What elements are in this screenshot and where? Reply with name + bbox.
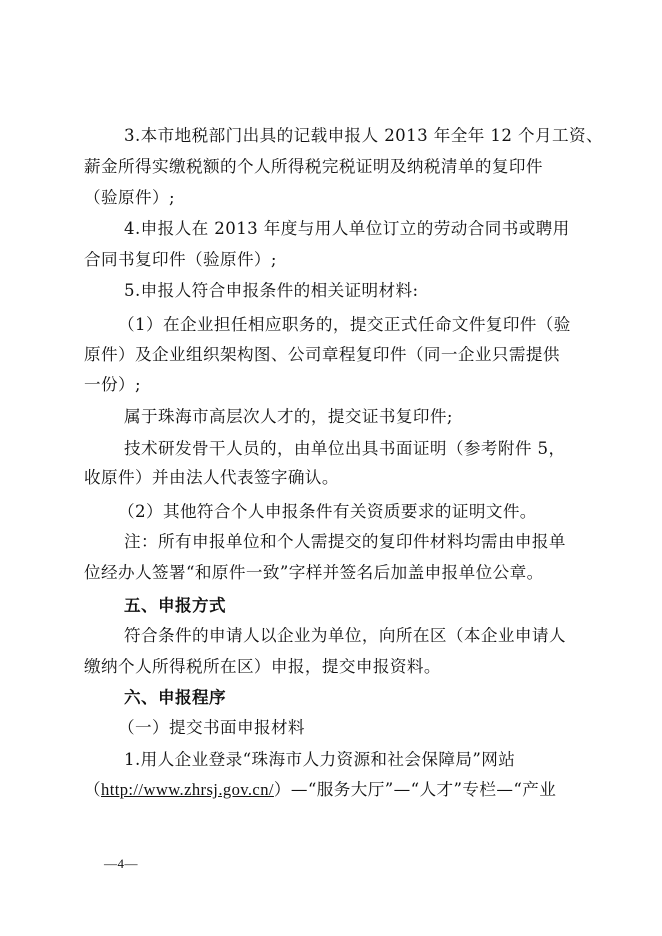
paragraph-line-13: （2）其他符合个人申报条件有关资质要求的证明文件。 [118, 502, 537, 521]
paragraph-line-8: 原件）及企业组织架构图、公司章程复印件（同一企业只需提供 [84, 345, 560, 364]
paragraph-line-10: 属于珠海市高层次人才的，提交证书复印件; [124, 407, 453, 426]
line-continuation: ）—“服务大厅”—“人才”专栏—“产业 [273, 780, 557, 799]
open-paren: （ [84, 780, 101, 799]
paragraph-line-3: （验原件）; [84, 188, 175, 207]
paragraph-line-16: 符合条件的申请人以企业为单位，向所在区（本企业申请人 [124, 626, 566, 645]
section-heading-6: 六、申报程序 [124, 688, 226, 707]
paragraph-line-17: 缴纳个人所得税所在区）申报，提交申报资料。 [84, 657, 441, 676]
paragraph-line-2: 薪金所得实缴税额的个人所得税完税证明及纳税清单的复印件 [84, 157, 543, 176]
paragraph-line-9: 一份）; [84, 375, 141, 394]
paragraph-line-5: 合同书复印件（验原件）; [84, 250, 277, 269]
paragraph-line-18: 1.用人企业登录“珠海市人力资源和社会保障局”网站 [124, 750, 516, 769]
paragraph-line-12: 收原件）并由法人代表签字确认。 [84, 468, 339, 487]
paragraph-line-19 [84, 778, 584, 802]
section-heading-5: 五、申报方式 [124, 596, 226, 615]
paragraph-line-11: 技术研发骨干人员的，由单位出具书面证明（参考附件 5， [124, 439, 566, 458]
paragraph-line-7: （1）在企业担任相应职务的，提交正式任命文件复印件（验 [118, 315, 571, 334]
website-link[interactable]: http://www.zhrsj.gov.cn/ [101, 780, 274, 799]
paragraph-line-14: 注：所有申报单位和个人需提交的复印件材料均需由申报单 [124, 532, 566, 551]
paragraph-line-6: 5.申报人符合申报条件的相关证明材料: [124, 281, 419, 300]
paragraph-line-1: 3.本市地税部门出具的记载申报人 2013 年全年 12 个月工资、 [124, 126, 603, 145]
paragraph-line-4: 4.申报人在 2013 年度与用人单位订立的劳动合同书或聘用 [124, 219, 570, 238]
page-number: —4— [104, 856, 138, 871]
subsection-heading-1: （一）提交书面申报材料 [118, 718, 305, 737]
paragraph-line-15: 位经办人签署“和原件一致”字样并签名后加盖申报单位公章。 [84, 563, 544, 582]
